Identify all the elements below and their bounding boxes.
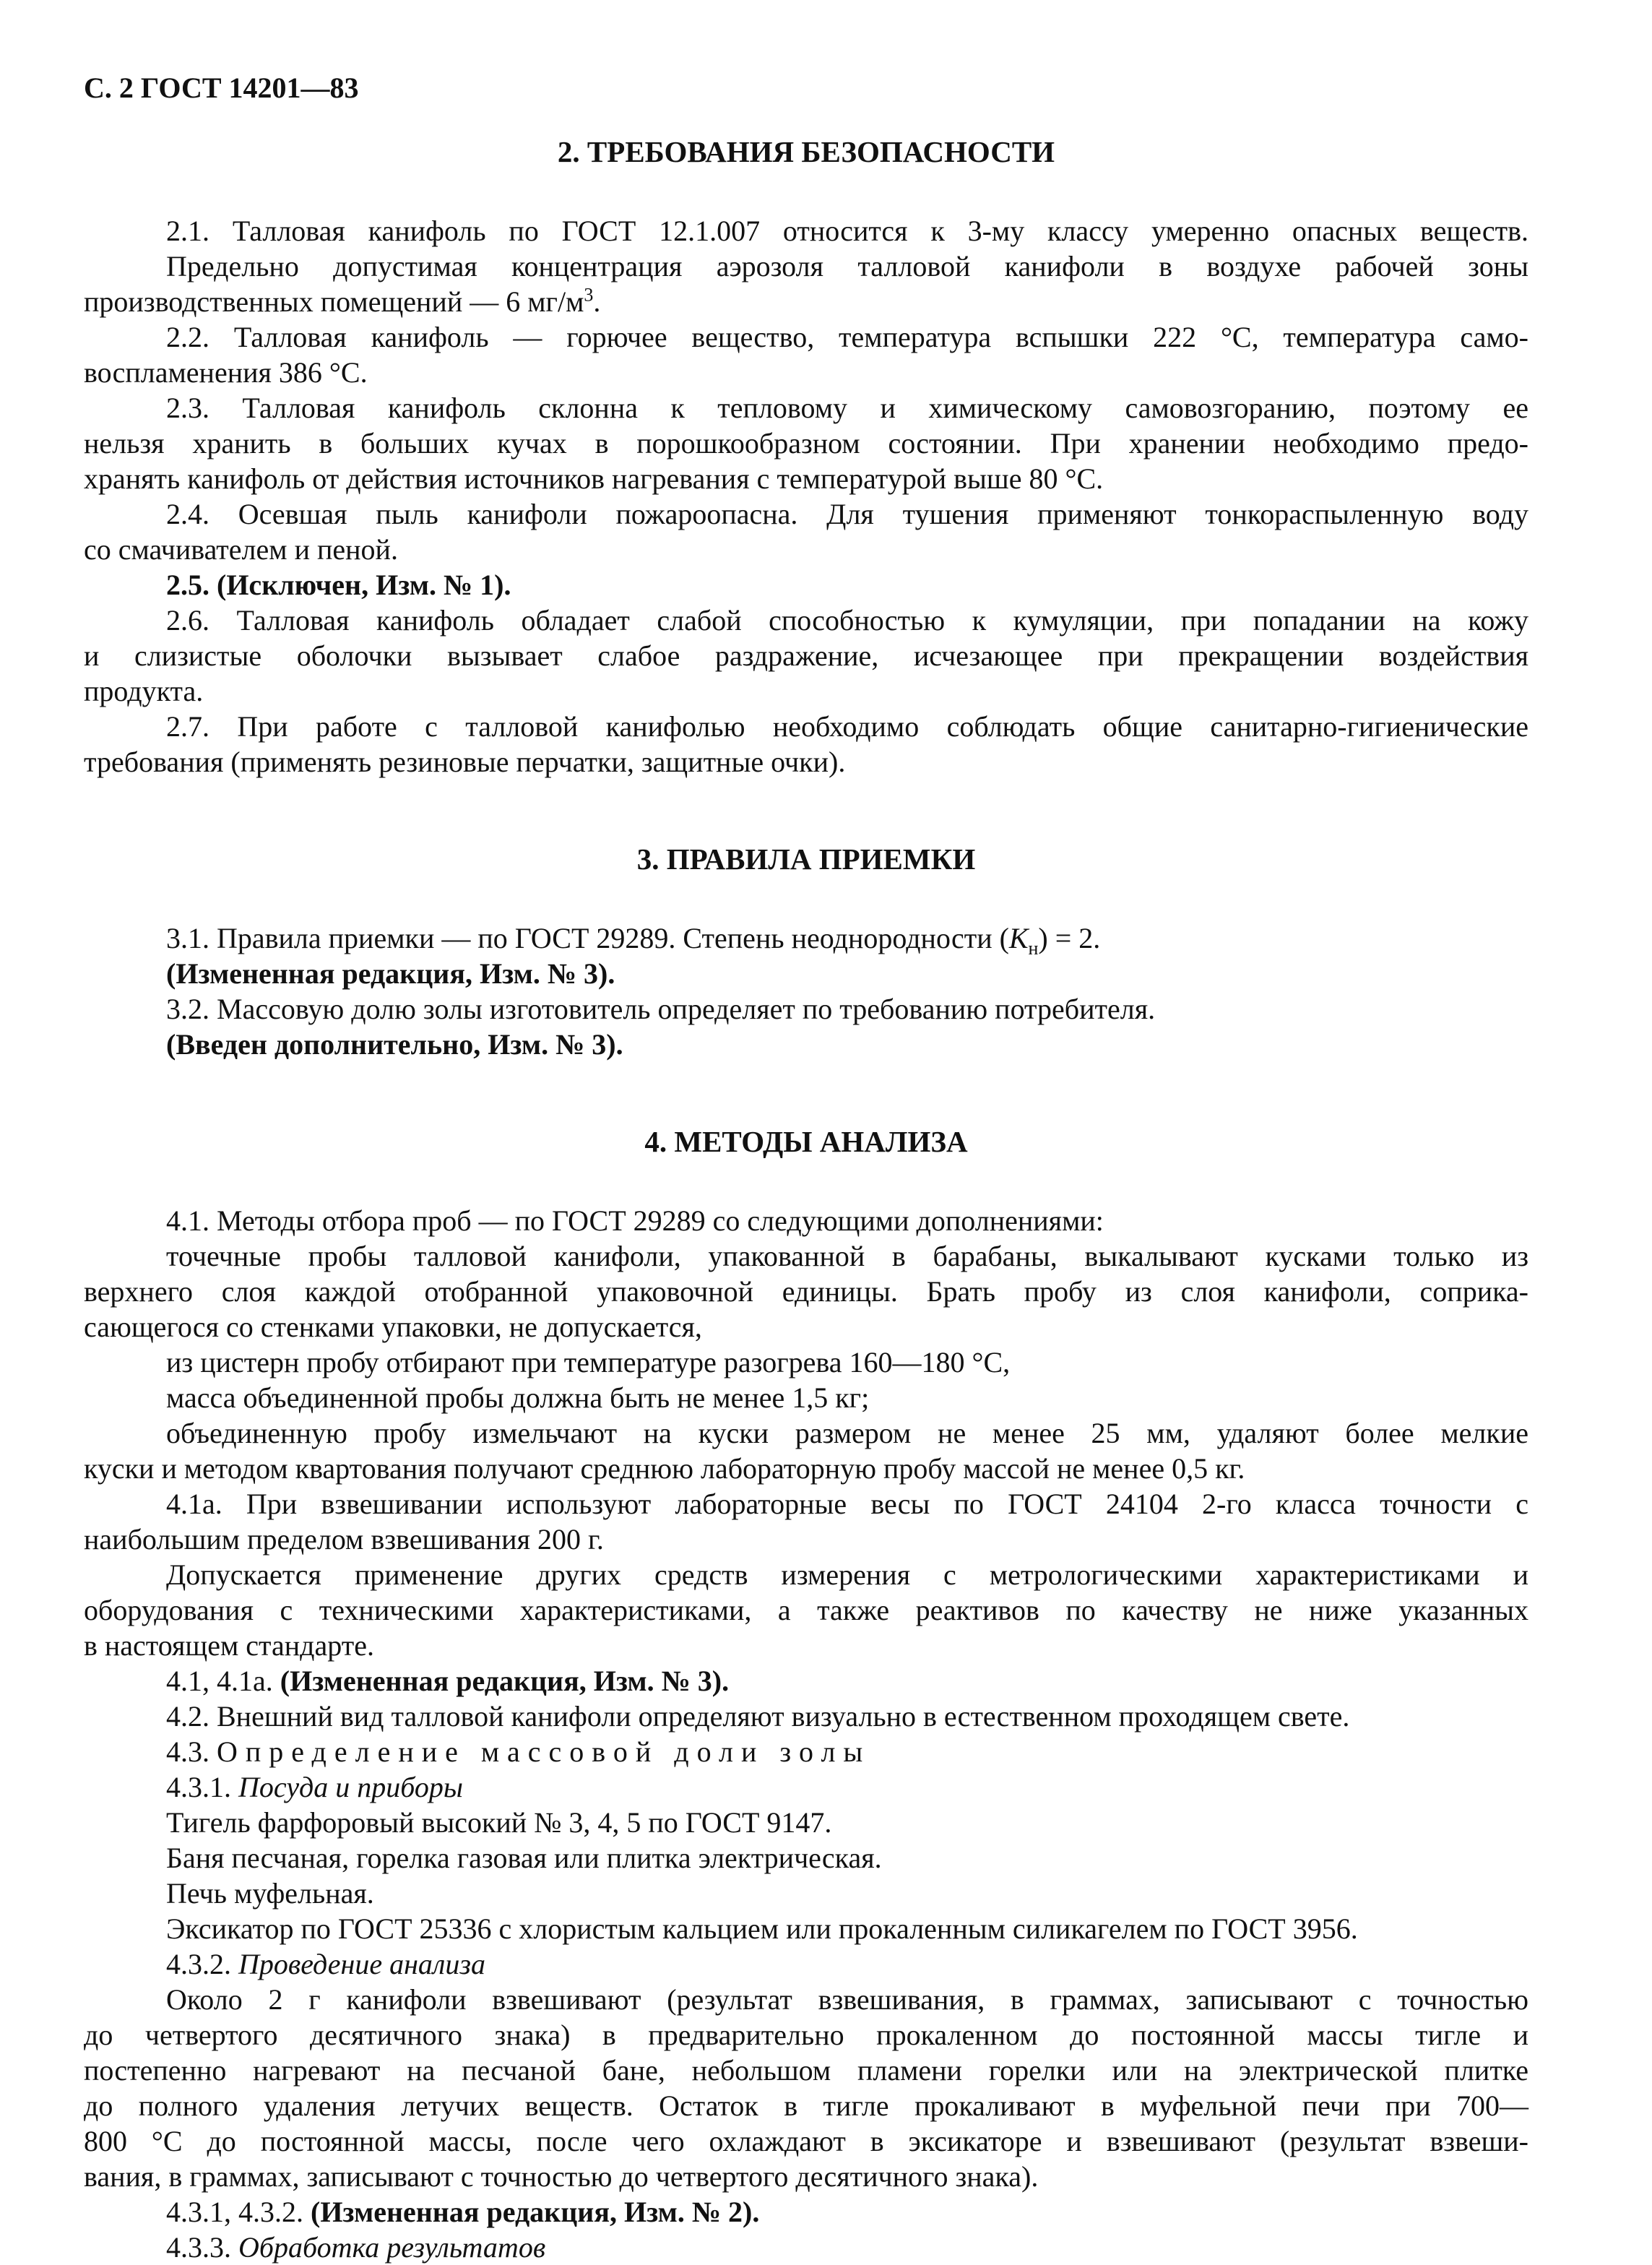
text-line: наибольшим пределом взвешивания 200 г. (84, 1523, 604, 1556)
amendment-note: (Измененная редакция, Изм. № 3). (166, 957, 615, 990)
text-fragment: производственных помещений — 6 мг/м (84, 285, 584, 318)
paragraph-4-2 (84, 1699, 1528, 1734)
italic-heading: Обработка результатов (238, 2231, 546, 2264)
text-fragment: 4.3. (166, 1735, 217, 1768)
text-line: 2.2. Талловая канифоль — горючее вещество, температура вспышки 222 °С, температура само- (166, 321, 1528, 353)
text-line: хранять канифоль от действия источников нагревания с температурой выше 80 °С. (84, 462, 1104, 495)
text-fragment: 4.3.1, 4.3.2. (166, 2196, 311, 2228)
text-line (84, 284, 1528, 319)
text-line: верхнего слоя каждой отобранной упаковочной единицы. Брать пробу из слоя канифоли, соприка- (84, 1275, 1528, 1308)
text-line: до полного удаления летучих веществ. Остаток в тигле прокаливают в муфельной печи при 700— (84, 2089, 1528, 2122)
text-line: 3.2. Массовую долю золы изготовитель определяет по требованию потребителя. (166, 993, 1156, 1025)
page-content (84, 130, 1528, 2265)
text-line: 2.3. Талловая канифоль склонна к тепловому и химическому самовозгоранию, поэтому ее (166, 392, 1528, 424)
paragraph-2-7 (84, 709, 1528, 780)
subscript: н (1028, 938, 1039, 959)
paragraph-2-5 (84, 567, 1528, 603)
text-fragment: 4.1, 4.1а. (166, 1665, 280, 1697)
paragraph-4-1 (84, 1203, 1528, 1486)
italic-heading: Проведение анализа (238, 1948, 485, 1980)
text-line: требования (применять резиновые перчатки, защитные очки). (84, 746, 846, 778)
paragraph-2-2 (84, 319, 1528, 390)
paragraph-2-3 (84, 390, 1528, 496)
text-line: в настоящем стандарте. (84, 1629, 374, 1662)
text-line: куски и методом квартования получают среднюю лабораторную пробу массой не менее 0,5 кг. (84, 1452, 1245, 1485)
page-header: С. 2 ГОСТ 14201—83 (84, 72, 359, 104)
text-line: из цистерн пробу отбирают при температуре разогрева 160—180 °С, (166, 1346, 1011, 1379)
text-line: до четвертого десятичного знака) в предварительно прокаленном до постоянной массы тигле и (84, 2019, 1528, 2051)
subsection-heading (84, 2230, 1528, 2265)
text-line: 2.7. При работе с талловой канифолью необходимо соблюдать общие санитарно-гигиенические (166, 710, 1528, 743)
subsection-heading (84, 1769, 1528, 1805)
section-2-title: 2. ТРЕБОВАНИЯ БЕЗОПАСНОСТИ (557, 135, 1055, 168)
text-line (84, 920, 1528, 959)
subsection-heading (84, 1946, 1528, 1982)
text-line: объединенную пробу измельчают на куски размером не менее 25 мм, удаляют более мелкие (166, 1417, 1528, 1449)
amendment-line (84, 2194, 1528, 2230)
text-line: точечные пробы талловой канифоли, упакованной в барабаны, выкалывают кусками только из (166, 1240, 1528, 1272)
text-line: продукта. (84, 675, 204, 707)
text-line: Предельно допустимая концентрация аэрозоля талловой канифоли в воздухе рабочей зоны (166, 250, 1528, 282)
equipment-item: Тигель фарфоровый высокий № 3, 4, 5 по ГОСТ 9147. (166, 1806, 832, 1839)
text-line: масса объединенной пробы должна быть не менее 1,5 кг; (166, 1381, 870, 1414)
text-fragment: 4.3.1. (166, 1771, 238, 1803)
section-4-title: 4. МЕТОДЫ АНАЛИЗА (644, 1125, 968, 1158)
text-line: 2.6. Талловая канифоль обладает слабой способностью к кумуляции, при попадании на кожу (166, 604, 1528, 637)
text-line: оборудования с техническими характеристиками, а также реактивов по качеству не ниже указанных (84, 1594, 1528, 1626)
superscript: 3 (584, 284, 594, 306)
paragraph-4-1a (84, 1486, 1528, 1699)
spaced-heading: Определение массовой доли золы (217, 1735, 871, 1768)
amendment-line (84, 1663, 1528, 1699)
text-line: 2.1. Талловая канифоль по ГОСТ 12.1.007 относится к 3-му классу умеренно опасных веществ. (166, 215, 1528, 247)
text-line: и слизистые оболочки вызывает слабое раздражение, исчезающее при прекращении воздействия (84, 639, 1528, 672)
text-line: 800 °С до постоянной массы, после чего охлаждают в эксикаторе и взвешивают (результат взвеши- (84, 2125, 1528, 2157)
text-line: воспламенения 386 °С. (84, 356, 368, 389)
text-line: со смачивателем и пеной. (84, 533, 398, 566)
text-line: вания, в граммах, записывают с точностью до четвертого десятичного знака). (84, 2160, 1039, 2193)
text-line: нельзя хранить в больших кучах в порошкообразном состоянии. При хранении необходимо предо- (84, 427, 1528, 460)
paragraph-3-1 (84, 920, 1528, 991)
paragraph-2-4 (84, 496, 1528, 567)
text-fragment: . (593, 285, 601, 318)
text-line: постепенно нагревают на песчаной бане, небольшом пламени горелки или на электрической плитке (84, 2054, 1528, 2087)
text-line: Допускается применение других средств измерения с метрологическими характеристиками и (166, 1558, 1528, 1591)
text-line: 4.2. Внешний вид талловой канифоли определяют визуально в естественном проходящем свете. (166, 1700, 1350, 1733)
section-2-body (84, 213, 1528, 780)
text-line: 4.1а. При взвешивании используют лабораторные весы по ГОСТ 24104 2-го класса точности с (166, 1488, 1528, 1520)
text-line: сающегося со стенками упаковки, не допускается, (84, 1311, 702, 1343)
amendment-note: (Измененная редакция, Изм. № 3). (280, 1665, 730, 1697)
text-fragment: 4.3.2. (166, 1948, 238, 1980)
text-line: 2.5. (Исключен, Изм. № 1). (166, 569, 511, 601)
section-3-title: 3. ПРАВИЛА ПРИЕМКИ (636, 842, 976, 876)
equipment-item: Баня песчаная, горелка газовая или плитка электрическая. (166, 1842, 882, 1874)
paragraph-2-6 (84, 603, 1528, 709)
paragraph-2-1 (84, 213, 1528, 319)
text-line: 4.1. Методы отбора проб — по ГОСТ 29289 со следующими дополнениями: (166, 1204, 1104, 1237)
italic-heading: Посуда и приборы (238, 1771, 463, 1803)
amendment-note: (Измененная редакция, Изм. № 2). (311, 2196, 760, 2228)
section-4-body (84, 1203, 1528, 2265)
section-3-body (84, 920, 1528, 1062)
text-line: Около 2 г канифоли взвешивают (результат взвешивания, в граммах, записывают с точностью (166, 1983, 1528, 2016)
paragraph-4-3 (84, 1734, 1528, 2265)
text-fragment: 3.1. Правила приемки — по ГОСТ 29289. Степень неоднородности ( (166, 922, 1009, 954)
text-fragment: 4.3.3. (166, 2231, 238, 2264)
text-line: 2.4. Осевшая пыль канифоли пожароопасна. Для тушения применяют тонкораспыленную воду (166, 498, 1528, 530)
equipment-item: Печь муфельная. (166, 1877, 374, 1910)
text-fragment: ) = 2. (1038, 922, 1101, 954)
symbol-k: К (1008, 922, 1029, 954)
amendment-note: (Введен дополнительно, Изм. № 3). (166, 1028, 623, 1061)
paragraph-3-2 (84, 991, 1528, 1062)
equipment-item: Эксикатор по ГОСТ 25336 с хлористым кальцием или прокаленным силикагелем по ГОСТ 3956. (166, 1912, 1358, 1945)
subsection-heading (84, 1734, 1528, 1769)
